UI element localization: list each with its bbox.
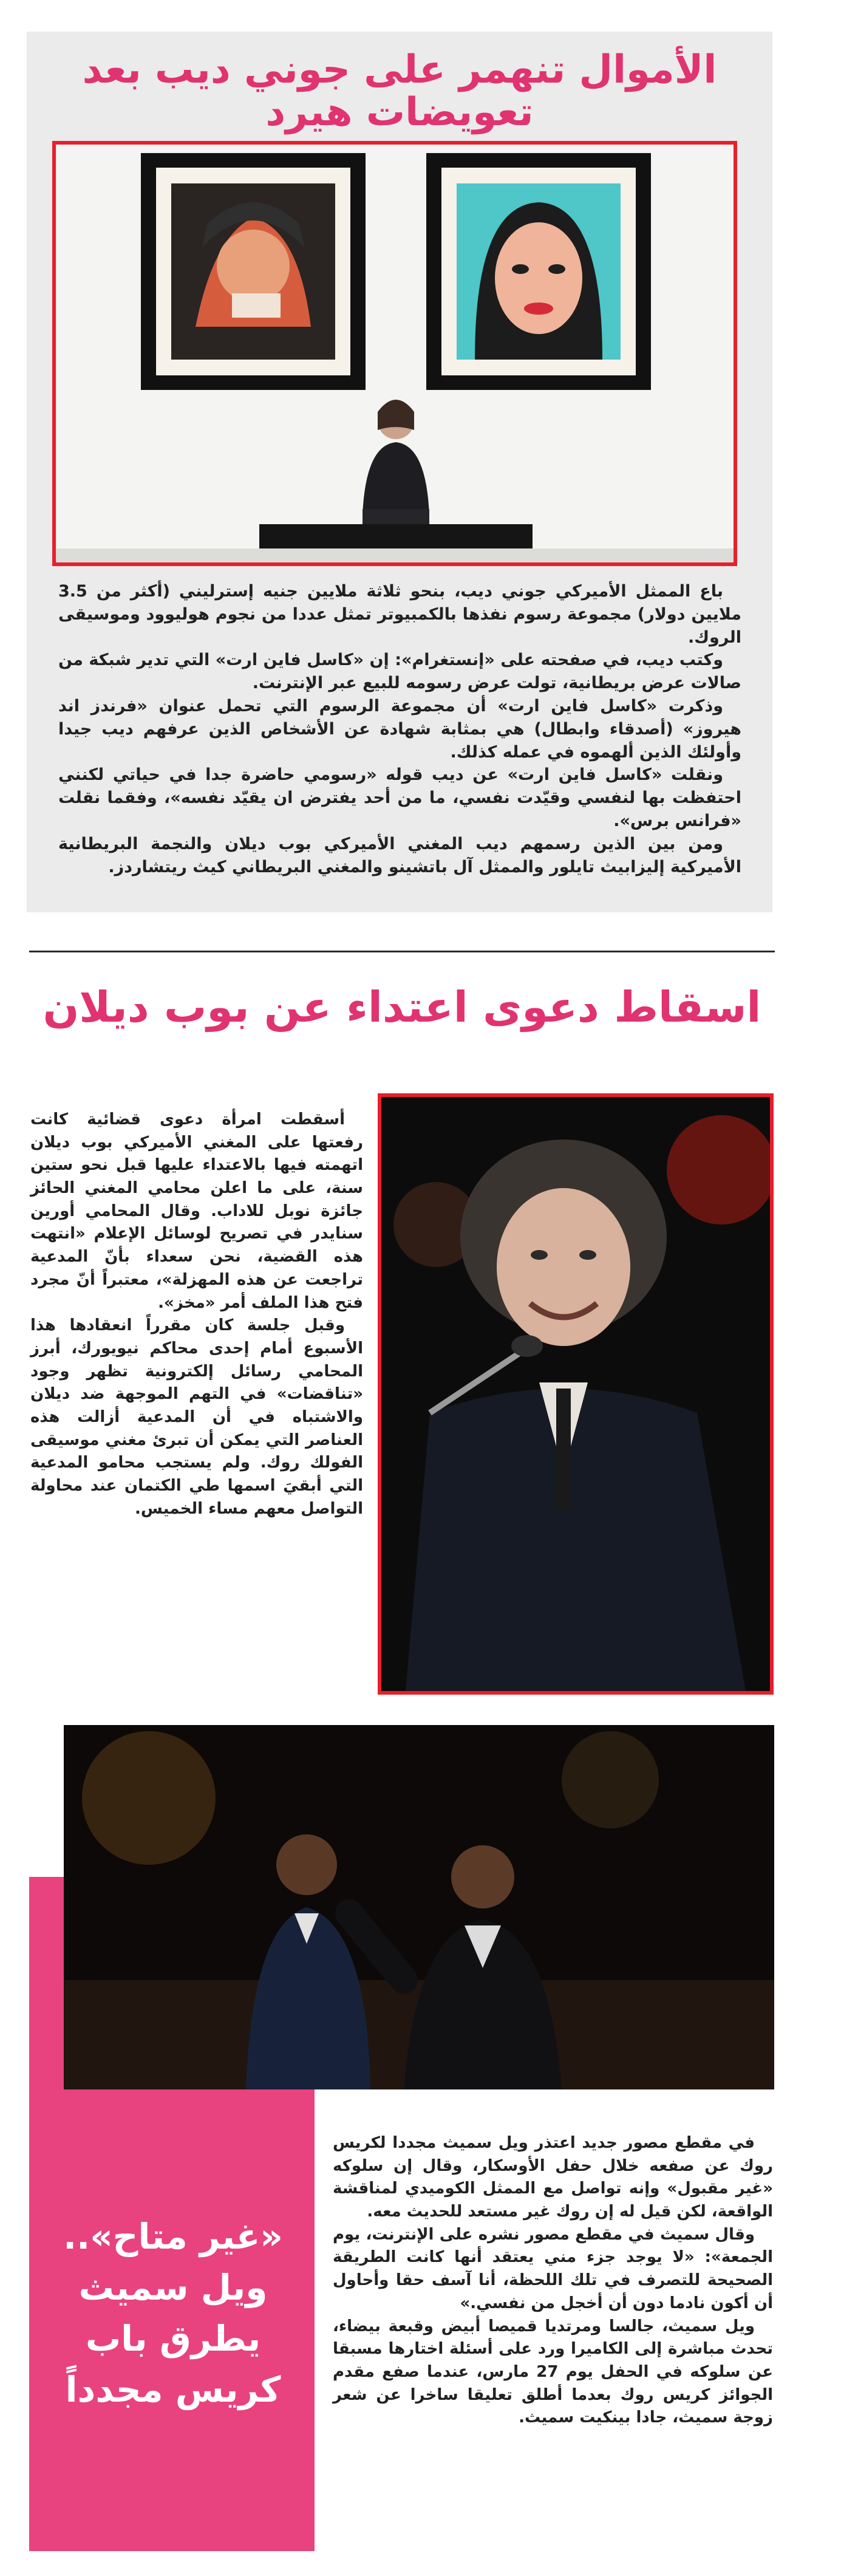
article1-body (58, 580, 741, 878)
section-divider (29, 951, 775, 952)
article3-paragraph: وقال سميث في مقطع مصور نشره على الإنترنت، يوم الجمعة»: «لا يوجد جزء مني يعتقد أنها كانت الطريقة الصحيحة للتصرف في تلك اللحظة، أنا آسف حقا وأحاول أن أكون نادما دون أن أخجل من نفسي.» (333, 2225, 773, 2312)
article1-paragraph: ونقلت «كاسل فاين ارت» عن ديب قوله «رسومي حاضرة جدا في حياتي لكنني احتفظت بها لنفسي وقيّدت نفسي، ما من أحد يفترض ان يقيّد نفسه»، وفقما نقلت «فرانس برس». (58, 765, 741, 830)
article2-paragraph: وقبل جلسة كان مقرراً انعقادها هذا الأسبوع أمام إحدى محاكم نيويورك، أبرز المحامي رسائل إلكترونية تظهر وجود «تناقضات» في التهم الموجهة ضد ديلان والاشتباه في أن المدعية أزالت هذه العناصر التي يمكن أن تبرئ مغني موسيقى الفولك روك. ولم يستجب محامو المدعية التي أبقيَ اسمها طي الكتمان عند محاولة التواصل معهم مساء الخميس. (30, 1316, 363, 1518)
article2-paragraph: أسقطت امرأة دعوى قضائية كانت رفعتها على المغني الأميركي بوب ديلان اتهمته فيها بالاعتداء عليها قبل نحو ستين سنة، على ما اعلن محامي المغني الحائز جائزة نوبل للاداب. وقال المحامي أورين سنايدر في تصريح لوسائل الإعلام «انتهت هذه القضية، نحن سعداء بأنّ المدعية تراجعت عن هذه المهزلة»، معتبراً أنّ مجرد فتح هذا الملف أمر «مخز». (30, 1110, 363, 1312)
article1-paragraph: وذكرت «كاسل فاين ارت» أن مجموعة الرسوم التي تحمل عنوان «فرندز اند هيروز» (أصدقاء وابطال) هي بمثابة شهادة عن الأشخاص الذين عرفهم ديب جيدا وأولئك الذين ألهموه في عمله كذلك. (58, 696, 741, 762)
article3-paragraph: ويل سميث، جالسا ومرتديا قميصا أبيض وقبعة بيضاء، تحدث مباشرة إلى الكاميرا ورد على أسئلة اختارها مسبقا عن سلوكه في الحفل يوم 27 مارس، عندما صفع مقدم الجوائز كريس روك بعدما أطلق تعليقا ساخرا عن شعر زوجة سميث، جادا بينكيت سميث. (333, 2317, 773, 2427)
article1-title: الأموال تنهمر على جوني ديب بعد تعويضات هيرد (82, 47, 717, 135)
article3-body (333, 2132, 773, 2430)
article2-title: اسقاط دعوى اعتداء عن بوب ديلان (43, 982, 761, 1032)
bob-dylan-stage-illustration (381, 1097, 770, 1691)
article1-paragraph: باع الممثل الأميركي جوني ديب، بنحو ثلاثة ملايين جنيه إسترليني (أكثر من 3.5 ملايين دولار) مجموعة رسوم نفذها بالكمبيوتر تمثل عددا من نجوم هوليوود وموسيقى الروك. (58, 582, 741, 647)
oscars-slap-illustration (64, 1725, 774, 2089)
article3-paragraph: في مقطع مصور جديد اعتذر ويل سميث مجددا لكريس روك عن صفعه خلال حفل الأوسكار، وقال إن سلوكه «غير مقبول» وإنه تواصل مع الممثل الكوميدي لمناقشة الواقعة، لكن قيل له إن روك غير مستعد للحديث معه. (333, 2134, 773, 2221)
article3-title: «غير متاح».. ويل سميث يطرق باب كريس مجدداً (63, 2216, 283, 2411)
article1-paragraph: ومن بين الذين رسمهم ديب المغني الأميركي بوب ديلان والنجمة البريطانية الأميركية إليزابيث تايلور والممثل آل باتشينو والمغني البريطاني كيث ريتشاردز. (58, 834, 741, 876)
article2-photo (378, 1093, 774, 1695)
article1-paragraph: وكتب ديب، في صفحته على «إنستغرام»: إن «كاسل فاين ارت» التي تدير شبكة من صالات عرض بريطانية، تولت عرض رسومه للبيع عبر الإنترنت. (58, 651, 741, 693)
johnny-depp-gallery-illustration (56, 145, 734, 562)
article2-body (30, 1109, 363, 1520)
article1-photo (52, 141, 737, 566)
article3-photo (64, 1725, 774, 2089)
